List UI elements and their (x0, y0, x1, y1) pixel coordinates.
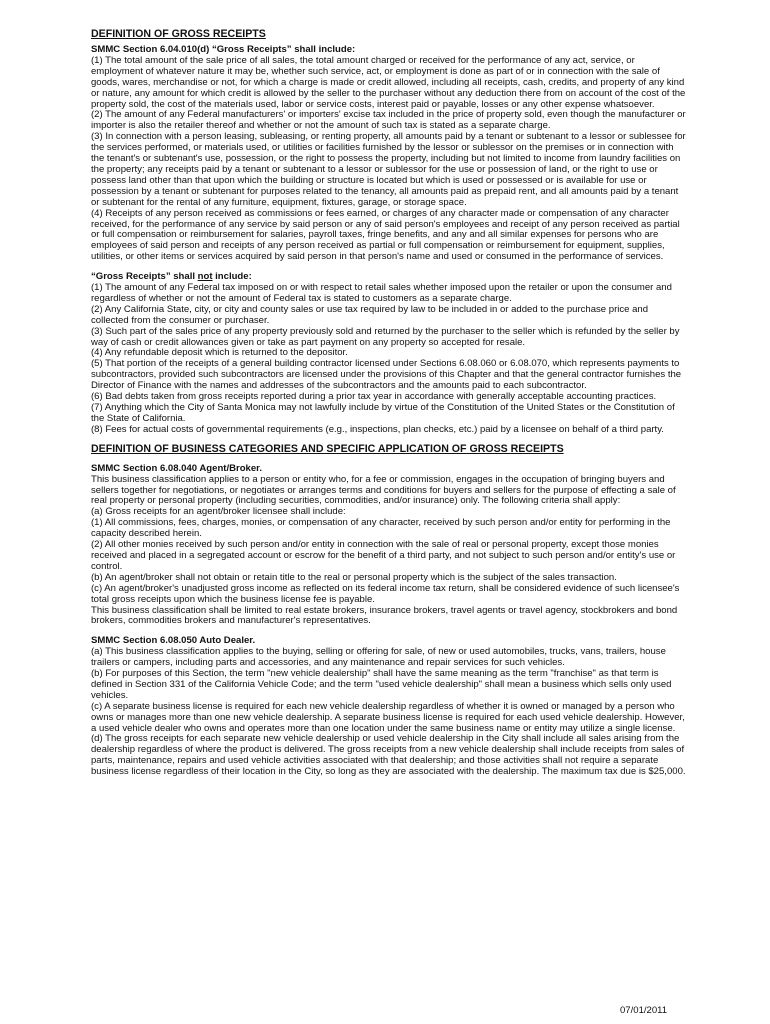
exclude-item-6: (6) Bad debts taken from gross receipts reported during a prior tax year in accordance with generally acceptable accounting practices. (91, 391, 657, 403)
agent-para-2: (a) Gross receipts for an agent/broker licensee shall include: (91, 506, 346, 518)
agent-para-5: (b) An agent/broker shall not obtain or retain title to the real or personal property which is the subject of the sales transaction. (91, 571, 617, 583)
agent-para-4: (2) All other monies received by such person and/or entity in connection with the sale of real or personal property, except those monies received and placed in a segregated account or escrow for the benefit of a third party, and not subject to such person and/or entity's use or control. (91, 539, 676, 572)
heading-business-categories: DEFINITION OF BUSINESS CATEGORIES AND SPECIFIC APPLICATION OF GROSS RECEIPTS (91, 442, 564, 455)
auto-para-d: (d) The gross receipts for each separate new vehicle dealership or used vehicle dealership in the City shall include all sales arising from the dealership regardless of where the product is delivered. The gross receipts from a new vehicle dealership shall include receipts from sales of parts, maintenance, repairs and used vehicle activities associated with that dealership; and those activities shall not require a separate business license regardless of their location in the City, so long as they are associated with the dealership. The maximum tax due is $25,000. (91, 733, 686, 778)
agent-para-1: This business classification applies to a person or entity who, for a fee or commission, engages in the occupation of bringing buyers and sellers together for negotiations, or negotiates or arranges terms and conditions for buyers and sellers for the purpose of effecting a sale of real property or personal property (including securities, commodities, and/or insurance) only. The following criteria shall apply: (91, 473, 676, 507)
include-item-2: (2) The amount of any Federal manufacturers' or importers' excise tax included in the price of property sold, even though the manufacturer or importer is also the retailer thereof and whether or not the amount of such tax is stated as a separate charge. (91, 109, 686, 132)
include-item-4: (4) Receipts of any person received as commissions or fees earned, or charges of any character made or compensation of any character received, for the performance of any service by said person or any of said person's employees and receipt of any person received as partial or full compensation or reimbursement for salaries, payroll taxes, fringe benefits, and any and all similar expenses for persons who are employees of said person and receipts of any person received as partial or full compensation or reimbursement for equipment, supplies, utilities, or other items or services acquired by said person in that person's name and used or consumed in the performance of services. (91, 207, 680, 263)
include-item-3: (3) In connection with a person leasing, subleasing, or renting property, all amounts paid by a tenant or subtenant to a lessor or sublessee for the services performed, or materials used, or utilities or facilities furnished by the lessor or sublessor on the premises or in connection with the tenant's or subtenant's use, possession, or the right to possess the property, including but not limited to income from laundry facilities on the property; any receipts paid by a tenant or subtenant to a lessor or sublessor for the use or possession of land, or the right to use or possess land other than that upon which the building or structure is located but which is used or possessed or is available for use or possession by a tenant or subtenant for purposes related to the tenancy, all amounts paid as prepaid rent, and all amounts paid by a tenant or subtenant for the rental of any furniture, equipment, fixtures, garage, or storage space. (91, 131, 686, 208)
agent-para-7: This business classification shall be limited to real estate brokers, insurance brokers, travel agents or travel agency, stockbrokers and bond brokers, commodities brokers and manufacturer's representatives. (91, 604, 678, 627)
smmc-6-04-010-heading: SMMC Section 6.04.010(d) “Gross Receipts” shall include: (91, 44, 356, 55)
exclude-item-8: (8) Fees for actual costs of governmental requirements (e.g., inspections, plan checks, etc.) paid by a licensee on behalf of a third party. (91, 423, 664, 435)
exclude-item-4: (4) Any refundable deposit which is returned to the depositor. (91, 347, 348, 359)
smmc-6-08-040-heading: SMMC Section 6.08.040 Agent/Broker. (91, 462, 263, 474)
exclude-item-5: (5) That portion of the receipts of a general building contractor licensed under Sections 6.08.060 or 6.08.070, which represents payments to subcontractors, provided such subcontractors are licensed under the provisions of this Chapter and that the general contractor furnishes the Director of Finance with the names and addresses of the subcontractors and the amounts paid to each subcontractor. (91, 358, 682, 392)
agent-para-6: (c) An agent/broker's unadjusted gross income as reflected on its federal income tax return, shall be considered evidence of such licensee's total gross receipts upon which the business license fee is payable. (91, 582, 680, 605)
auto-para-b: (b) For purposes of this Section, the term "new vehicle dealership" shall have the same meaning as the term "franchise" as that term is defined in Section 331 of the California Vehicle Code; and the term "used vehicle dealership" shall mean a business which sells only used vehicles. (91, 668, 672, 701)
exclude-item-3: (3) Such part of the sales price of any property previously sold and returned by the purchaser to the seller which is refunded by the seller by way of cash or credit allowances given or take as part payment on any property so accepted for resale. (91, 325, 680, 348)
exclude-item-2: (2) Any California State, city, or city and county sales or use tax required by law to be included in or added to the purchase price and collected from the consumer or purchaser. (91, 303, 649, 326)
exclude-item-7: (7) Anything which the City of Santa Monica may not lawfully include by virtue of the Constitution of the United States or the Constitution of the State of California. (91, 402, 675, 424)
smmc-6-08-050-heading: SMMC Section 6.08.050 Auto Dealer. (91, 635, 256, 647)
heading-gross-receipts: DEFINITION OF GROSS RECEIPTS (91, 28, 266, 40)
auto-para-a: (a) This business classification applies to the buying, selling or offering for sale, of new or used automobiles, trucks, vans, trailers, house trailers or campers, including parts and accessories, and any maintenance and repair services for such vehicles. (91, 646, 666, 669)
auto-para-c: (c) A separate business license is required for each new vehicle dealership regardless of whether it is owned or managed by a person who owns or manages more than one new vehicle dealership. A separate business license is required for each used vehicle dealership. However, a used vehicle dealer who owns and operates more than one location under the same business name or entity may utilize a single license. (91, 700, 685, 734)
document-page (91, 28, 687, 778)
not-word: not (197, 271, 213, 283)
include-item-1: (1) The total amount of the sale price of all sales, the total amount charged or received for the performance of any act, service, or employment of whatever nature it may be, whether such service, act, or employment is done as part of or in connection with the sale of goods, wares, merchandise or not, for which a charge is made or credit allowed, including all receipts, cash, credits, and property of any kind or nature, any amount for which credit is allowed by the seller to the purchaser without any deduction there from on account of the cost of the property sold, the cost of the materials used, labor or service costs, interest paid or payable, losses or any other expense whatsoever. (91, 54, 686, 110)
footer-date: 07/01/2011 (620, 1005, 668, 1016)
agent-para-3: (1) All commissions, fees, charges, monies, or compensation of any character, received by such person and/or entity for performing in the capacity described herein. (91, 517, 671, 540)
not-include-heading: “Gross Receipts” shall not include: (91, 271, 252, 283)
exclude-item-1: (1) The amount of any Federal tax imposed on or with respect to retail sales whether imposed upon the retailer or upon the consumer and regardless of whether or not the amount of Federal tax is stated to customers as a separate charge. (91, 282, 672, 304)
